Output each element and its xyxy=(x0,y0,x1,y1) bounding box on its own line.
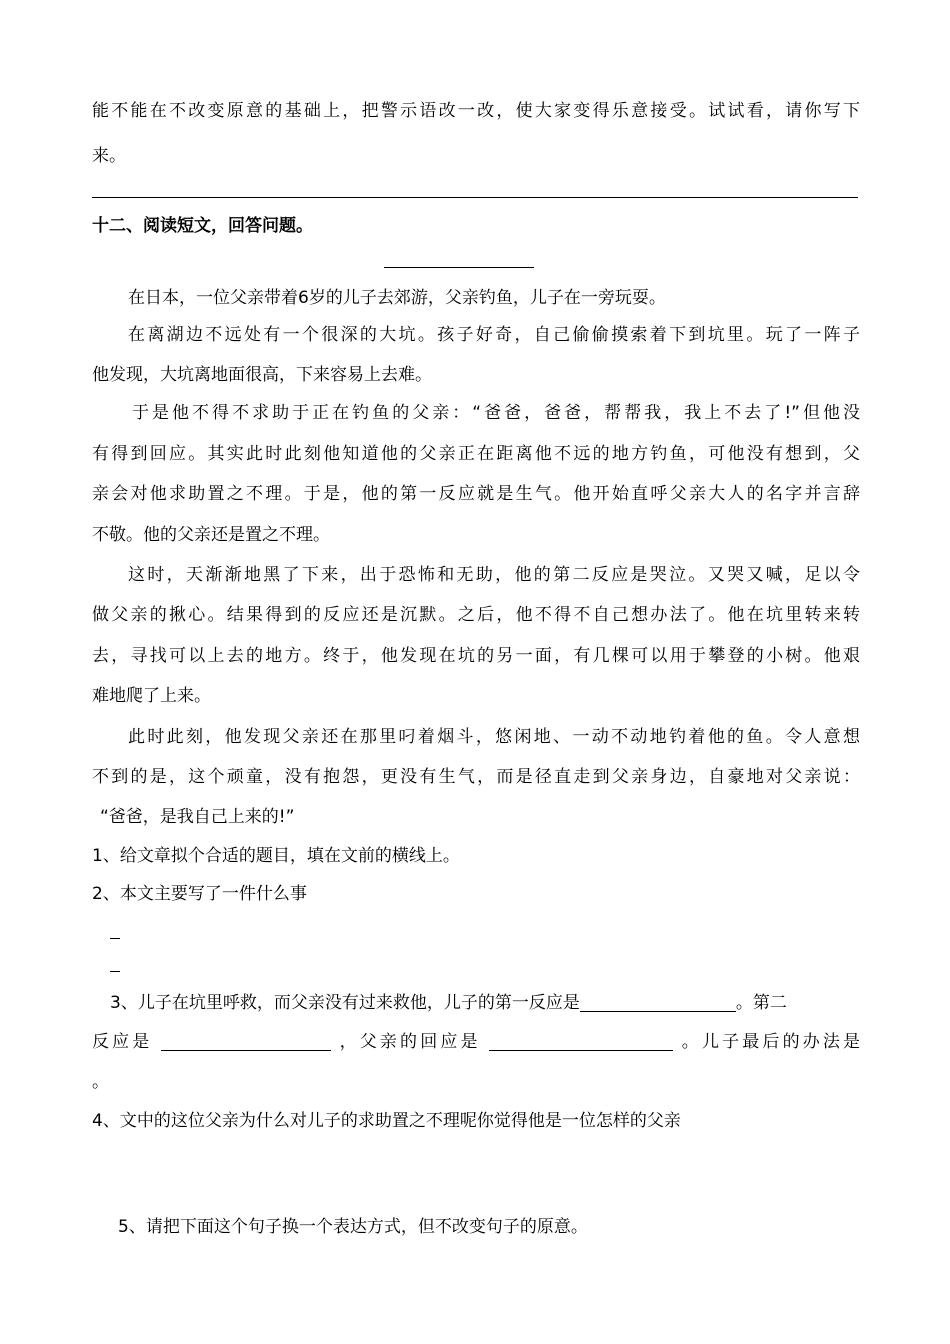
story-paragraph-5-line-2: 不到的是，这个顽童，没有抱怨，更没有生气，而是径直走到父亲身边，自豪地对父亲说： xyxy=(92,767,860,787)
blank-second-reaction[interactable] xyxy=(161,1032,331,1051)
story-paragraph-3-line-2: 有得到回应。其实此时此刻他知道他的父亲正在距离他不远的地方钓鱼，可他没有想到，父 xyxy=(92,444,860,464)
question-3-line-2 xyxy=(92,1030,860,1054)
section-heading: 十二、阅读短文，回答问题。 xyxy=(92,216,313,236)
answer-line xyxy=(92,197,858,198)
title-blank-line xyxy=(384,267,534,268)
question-3-text-a: 3、儿子在坑里呼救，而父亲没有过来救他，儿子的第一反应是 xyxy=(110,993,580,1013)
question-4: 4、文中的这位父亲为什么对儿子的求助置之不理呢你觉得他是一位怎样的父亲 xyxy=(92,1111,681,1131)
question-3-line-1 xyxy=(110,991,860,1015)
story-paragraph-4-line-1: 这时，天渐渐地黑了下来，出于恐怖和无助，他的第二反应是哭泣。又哭又喊，足以令 xyxy=(128,565,860,585)
question-3-text-b: 。第二 xyxy=(735,993,787,1013)
answer-blank-short xyxy=(110,971,120,972)
story-paragraph-5-line-1: 此时此刻，他发现父亲还在那里叼着烟斗，悠闲地、一动不动地钓着他的鱼。令人意想 xyxy=(128,727,860,747)
story-paragraph-4-line-2: 做父亲的揪心。结果得到的反应还是沉默。之后，他不得不自己想办法了。他在坑里转来转 xyxy=(92,605,860,625)
question-3-text-e: 。儿子最后的办法是 xyxy=(681,1032,861,1052)
blank-father-response[interactable] xyxy=(489,1032,673,1051)
story-paragraph-3-line-1: 于是他不得不求助于正在钓鱼的父亲：“爸爸，爸爸，帮帮我，我上不去了!”但他没 xyxy=(132,403,860,423)
story-paragraph-4-line-4: 难地爬了上来。 xyxy=(92,686,211,706)
blank-first-reaction[interactable] xyxy=(580,993,736,1012)
question-1: 1、给文章拟个合适的题目，填在文前的横线上。 xyxy=(92,846,460,866)
story-paragraph-3-line-4: 不敬。他的父亲还是置之不理。 xyxy=(92,525,330,545)
question-2: 2、本文主要写了一件什么事 xyxy=(92,884,307,904)
story-paragraph-4-line-3: 去，寻找可以上去的地方。终于，他发现在坑的另一面，有几棵可以用于攀登的小树。他艰 xyxy=(92,646,860,666)
story-paragraph-2-line-2: 他发现，大坑离地面很高，下来容易上去难。 xyxy=(92,365,432,385)
story-paragraph-2-line-1: 在离湖边不远处有一个很深的大坑。孩子好奇，自己偷偷摸索着下到坑里。玩了一阵子 xyxy=(128,325,860,345)
instruction-line-2: 来。 xyxy=(92,146,126,166)
answer-blank-short xyxy=(110,938,120,939)
question-3-text-c: 反应是 xyxy=(92,1032,153,1052)
story-paragraph-1: 在日本，一位父亲带着6岁的儿子去郊游，父亲钓鱼，儿子在一旁玩耍。 xyxy=(128,288,666,308)
instruction-line-1: 能不能在不改变原意的基础上，把警示语改一改，使大家变得乐意接受。试试看，请你写下 xyxy=(92,101,860,121)
question-5: 5、请把下面这个句子换一个表达方式，但不改变句子的原意。 xyxy=(118,1217,588,1237)
question-3-text-d: ，父亲的回应是 xyxy=(339,1032,481,1052)
story-paragraph-3-line-3: 亲会对他求助置之不理。于是，他的第一反应就是生气。他开始直呼父亲大人的名字并言辞 xyxy=(92,484,860,504)
question-3-line-3: 。 xyxy=(92,1072,109,1092)
story-paragraph-5-line-3: “爸爸，是我自己上来的!” xyxy=(100,807,295,827)
